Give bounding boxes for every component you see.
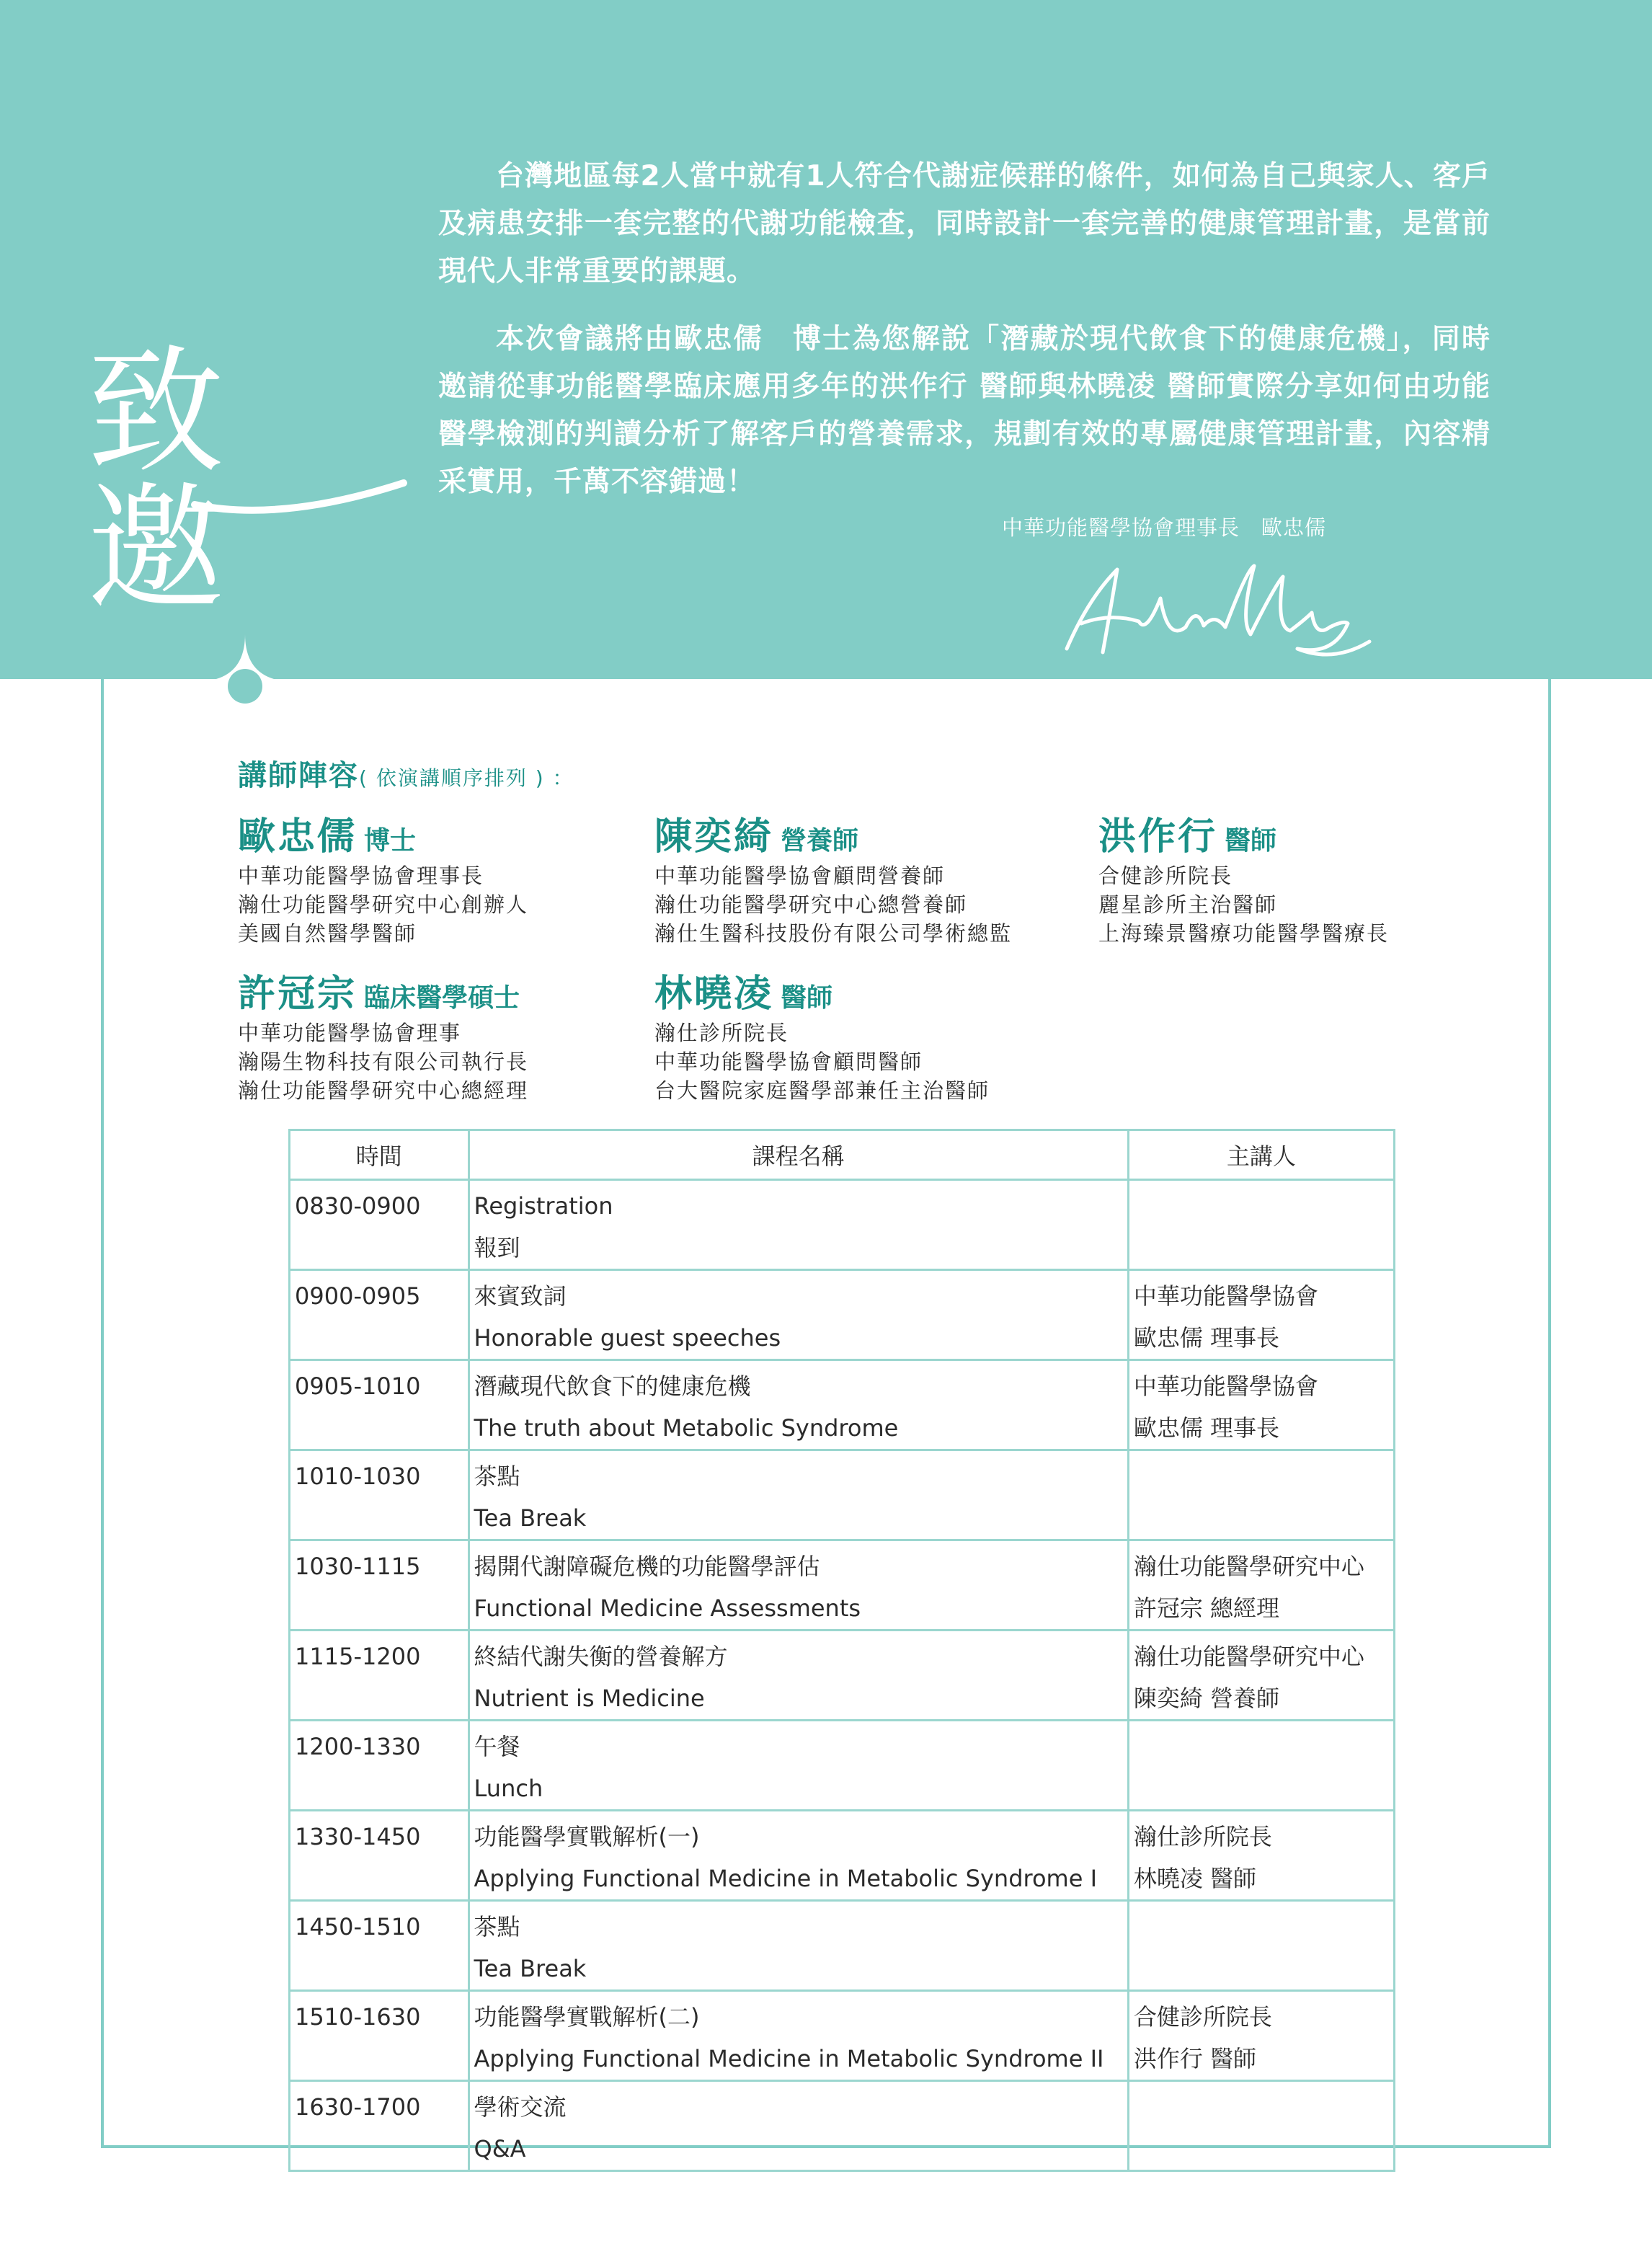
speaker-cell (1128, 1901, 1394, 1991)
speaker-text: 陳奕綺 營養師 (1133, 1685, 1280, 1712)
course-text: 茶點 (474, 1463, 520, 1490)
speaker-cell (1128, 2081, 1394, 2171)
speaker-text: 許冠宗 總經理 (1133, 1594, 1280, 1622)
course-text: Functional Medicine Assessments (474, 1594, 861, 1622)
schedule-body (290, 1180, 1395, 2171)
speaker-text: 林曉凌 醫師 (1133, 1865, 1257, 1892)
speaker-role: 中華功能醫學協會顧問醫師 (654, 1050, 923, 1074)
course-text: Tea Break (474, 1504, 587, 1532)
speaker-card (1098, 806, 1502, 948)
course-cell (468, 1811, 1128, 1901)
time-text: 1010-1030 (295, 1463, 421, 1490)
speaker-name: 陳奕綺 (654, 815, 774, 859)
speaker-role: 瀚陽生物科技有限公司執行長 (238, 1050, 529, 1074)
course-text: Applying Functional Medicine in Metabolic Syndrome II (474, 2045, 1104, 2072)
course-text: Registration (474, 1192, 613, 1220)
table-row (290, 1631, 1395, 1721)
speaker-role: 麗星診所主治醫師 (1098, 892, 1278, 917)
invitation-paragraph-1: 台灣地區每2人當中就有1人符合代謝症候群的條件，如何為自己與家人、客戶及病患安排一套完整的代謝功能檢查，同時設計一套完善的健康管理計畫，是當前現代人非常重要的課題。 (438, 160, 1491, 288)
speaker-cell (1128, 1450, 1394, 1540)
speaker-title: 醫師 (1225, 826, 1277, 856)
speaker-role: 瀚仕生醫科技股份有限公司學術總監 (654, 921, 1013, 946)
speakers-heading (238, 753, 574, 794)
speaker-title: 博士 (364, 826, 417, 856)
time-cell (290, 1180, 469, 1270)
column-header-course: 課程名稱 (468, 1130, 1128, 1180)
course-cell (468, 1991, 1128, 2081)
speaker-title: 醫師 (781, 983, 833, 1013)
table-row (290, 1450, 1395, 1540)
table-row (290, 1991, 1395, 2081)
speaker-text: 瀚仕功能醫學研究中心 (1133, 1643, 1364, 1670)
speakers-heading-note: ( 依演講順序排列 ) ： (359, 766, 574, 790)
time-text: 1200-1330 (295, 1733, 421, 1760)
course-text: Applying Functional Medicine in Metabolic Syndrome I (474, 1865, 1097, 1892)
time-cell (290, 1811, 469, 1901)
time-text: 0900-0905 (295, 1282, 421, 1310)
ornament-drop-icon (216, 627, 274, 714)
course-cell (468, 2081, 1128, 2171)
speaker-text: 合健診所院長 (1133, 2003, 1272, 2031)
speaker-card (654, 806, 1058, 948)
table-row (290, 1540, 1395, 1631)
time-cell (290, 1450, 469, 1540)
speaker-text: 瀚仕功能醫學研究中心 (1133, 1553, 1364, 1580)
speaker-role: 美國自然醫學醫師 (238, 921, 417, 946)
speaker-role: 中華功能醫學協會理事長 (238, 864, 484, 888)
speakers-heading-title: 講師陣容 (238, 759, 359, 792)
course-text: 報到 (474, 1234, 520, 1261)
course-text: The truth about Metabolic Syndrome (474, 1414, 899, 1442)
course-text: Q&A (474, 2135, 526, 2162)
signer-line: 中華功能醫學協會理事長 歐忠儒 (1002, 515, 1327, 540)
speaker-cell (1128, 1360, 1394, 1450)
course-text: Tea Break (474, 1955, 587, 1982)
time-text: 1510-1630 (295, 2003, 421, 2031)
course-text: Lunch (474, 1775, 543, 1802)
speaker-text: 歐忠儒 理事長 (1133, 1324, 1280, 1352)
course-text: 來賓致詞 (474, 1282, 567, 1310)
speaker-text: 中華功能醫學協會 (1133, 1372, 1318, 1400)
table-row (290, 1721, 1395, 1811)
course-cell (468, 1180, 1128, 1270)
time-cell (290, 1991, 469, 2081)
course-cell (468, 1270, 1128, 1360)
speaker-cell (1128, 1270, 1394, 1360)
course-cell (468, 1631, 1128, 1721)
speaker-cell (1128, 1180, 1394, 1270)
table-row (290, 1180, 1395, 1270)
speaker-role: 瀚仕功能醫學研究中心總經理 (238, 1078, 529, 1103)
table-row (290, 1901, 1395, 1991)
speaker-card (238, 806, 641, 948)
course-cell (468, 1721, 1128, 1811)
table-row (290, 2081, 1395, 2171)
time-text: 1330-1450 (295, 1823, 421, 1850)
time-cell (290, 1360, 469, 1450)
time-text: 1450-1510 (295, 1913, 421, 1940)
speaker-cell (1128, 1721, 1394, 1811)
time-cell (290, 1901, 469, 1991)
course-text: 潛藏現代飲食下的健康危機 (474, 1372, 751, 1400)
speaker-role: 瀚仕功能醫學研究中心總營養師 (654, 892, 968, 917)
table-row (290, 1360, 1395, 1450)
speaker-text: 洪作行 醫師 (1133, 2045, 1257, 2072)
course-text: Nutrient is Medicine (474, 1685, 705, 1712)
invitation-text (438, 153, 1491, 526)
speaker-role: 中華功能醫學協會理事 (238, 1021, 462, 1045)
speaker-cell (1128, 1991, 1394, 2081)
column-header-speaker: 主講人 (1128, 1130, 1394, 1180)
speaker-text: 歐忠儒 理事長 (1133, 1414, 1280, 1442)
handwritten-signature (1060, 555, 1377, 663)
speaker-role: 台大醫院家庭醫學部兼任主治醫師 (654, 1078, 990, 1103)
speaker-name: 許冠宗 (238, 972, 358, 1016)
time-cell (290, 1270, 469, 1360)
speaker-role: 瀚仕診所院長 (654, 1021, 789, 1045)
time-text: 0830-0900 (295, 1192, 421, 1220)
speaker-card (654, 963, 1058, 1105)
course-text: 學術交流 (474, 2093, 567, 2121)
table-row (290, 1270, 1395, 1360)
speaker-text: 中華功能醫學協會 (1133, 1282, 1318, 1310)
speaker-title: 營養師 (781, 826, 859, 856)
speaker-cell (1128, 1540, 1394, 1631)
svg-text:致邀: 致邀 (64, 339, 224, 613)
speaker-role: 中華功能醫學協會顧問營養師 (654, 864, 946, 888)
course-cell (468, 1901, 1128, 1991)
speaker-text: 瀚仕診所院長 (1133, 1823, 1272, 1850)
speaker-name: 林曉凌 (654, 972, 774, 1016)
time-text: 1115-1200 (295, 1643, 421, 1670)
time-cell (290, 1721, 469, 1811)
speaker-role: 瀚仕功能醫學研究中心創辦人 (238, 892, 529, 917)
speaker-card (238, 963, 641, 1105)
column-header-time: 時間 (290, 1130, 469, 1180)
speaker-title: 臨床醫學碩士 (364, 983, 520, 1013)
time-text: 1030-1115 (295, 1553, 421, 1580)
speaker-cell (1128, 1811, 1394, 1901)
course-text: 午餐 (474, 1733, 520, 1760)
speaker-name: 洪作行 (1098, 815, 1218, 859)
calligraphy-title-image (64, 195, 411, 613)
time-text: 0905-1010 (295, 1372, 421, 1400)
speaker-name: 歐忠儒 (238, 815, 358, 859)
time-cell (290, 1540, 469, 1631)
table-row (290, 1811, 1395, 1901)
course-cell (468, 1540, 1128, 1631)
invitation-paragraph-2: 本次會議將由歐忠儒 博士為您解說「潛藏於現代飲食下的健康危機」，同時邀請從事功能醫學臨床應用多年的洪作行 醫師與林曉凌 醫師實際分享如何由功能醫學檢測的判讀分析了解客戶的營養需求，規劃有效的專屬健康管理計畫，內容精采實用，千萬不容錯過！ (438, 323, 1491, 498)
time-text: 1630-1700 (295, 2093, 421, 2121)
time-cell (290, 2081, 469, 2171)
course-text: Honorable guest speeches (474, 1324, 781, 1352)
speaker-role: 上海臻景醫療功能醫學醫療長 (1098, 921, 1390, 946)
course-text: 功能醫學實戰解析(一) (474, 1823, 700, 1850)
course-text: 茶點 (474, 1913, 520, 1940)
course-text: 揭開代謝障礙危機的功能醫學評估 (474, 1553, 820, 1580)
course-text: 功能醫學實戰解析(二) (474, 2003, 700, 2031)
time-cell (290, 1631, 469, 1721)
course-text: 終結代謝失衡的營養解方 (474, 1643, 728, 1670)
schedule-table (288, 1129, 1395, 2172)
speaker-cell (1128, 1631, 1394, 1721)
schedule-header-row (290, 1130, 1395, 1180)
course-cell (468, 1450, 1128, 1540)
speaker-role: 合健診所院長 (1098, 864, 1233, 888)
course-cell (468, 1360, 1128, 1450)
